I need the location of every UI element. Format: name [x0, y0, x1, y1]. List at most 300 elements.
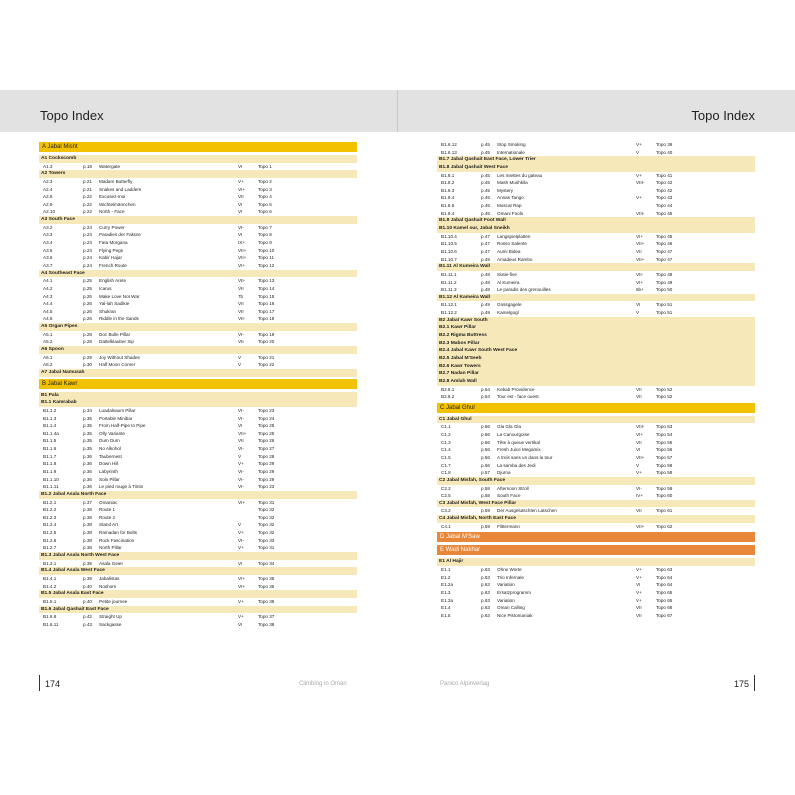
- route-row: [39, 514, 357, 522]
- route-id: C1.5: [441, 454, 451, 460]
- subsection-header: B2.3 Mabos Pillar: [437, 340, 755, 348]
- route-id: B1.2.6: [43, 537, 57, 543]
- route-grade: 7b: [238, 293, 244, 299]
- route-topo: Topo 23: [258, 484, 275, 490]
- route-id: C1.4: [441, 447, 451, 453]
- subsection-header: B2.5 Jabal M'Seeb: [437, 355, 755, 363]
- route-grade: V+: [636, 195, 642, 201]
- route-row: [437, 286, 755, 294]
- route-row: [39, 293, 357, 301]
- route-topo: Topo 11: [258, 255, 275, 261]
- route-page: p.47: [481, 241, 490, 247]
- route-name: Joy Without Shades: [99, 354, 140, 360]
- route-name: Der Ausgelutschten Latschen: [497, 508, 557, 514]
- route-topo: Topo 22: [258, 362, 275, 368]
- route-row: [437, 210, 755, 218]
- route-page: p.24: [83, 262, 92, 268]
- route-grade: V+: [238, 598, 244, 604]
- right-page-number: 175: [734, 679, 750, 689]
- route-id: C2.2: [441, 485, 451, 491]
- route-page: p.38: [83, 537, 92, 543]
- route-topo: Topo 16: [258, 301, 275, 307]
- route-grade: V: [636, 149, 640, 155]
- route-name: Al Kumeira: [497, 279, 520, 285]
- route-row: [39, 499, 357, 507]
- route-grade: VII: [238, 301, 244, 307]
- route-row: [39, 308, 357, 316]
- route-grade: VII: [636, 605, 642, 611]
- route-topo: Topo 67: [656, 612, 673, 618]
- route-grade: VII: [636, 394, 642, 400]
- route-page: p.57: [481, 470, 490, 476]
- route-page: p.38: [83, 530, 92, 536]
- route-row: [39, 415, 357, 423]
- route-row: [39, 239, 357, 247]
- route-name: Yal-lah Sadikie: [99, 301, 130, 307]
- route-name: Afternoon Stroll: [497, 485, 529, 491]
- route-topo: Topo 64: [656, 574, 673, 580]
- route-row: [39, 422, 357, 430]
- route-grade: VI: [238, 201, 243, 207]
- route-id: B1.2.2: [43, 507, 57, 513]
- route-grade: V: [636, 462, 640, 468]
- subsection-header: B1.12 Al Kameira Wall: [437, 294, 755, 302]
- route-page: p.58: [481, 493, 490, 499]
- route-name: Aumi Bidea: [497, 248, 521, 254]
- route-grade: VII-: [238, 316, 246, 322]
- route-id: E1.1: [441, 567, 451, 573]
- route-name: French Route: [99, 262, 127, 268]
- subsection-header: B1.11 Al Kumeira Wall: [437, 263, 755, 271]
- route-page: p.56: [481, 454, 490, 460]
- subsection-header: A5 Organ Pipes: [39, 323, 357, 331]
- route-grade: VI: [238, 423, 243, 429]
- route-grade: V: [238, 354, 242, 360]
- route-topo: Topo 52: [656, 394, 673, 400]
- route-id: B1.8.4: [441, 195, 455, 201]
- route-id: B1.10.4: [441, 233, 457, 239]
- route-name: La Canourgoise: [497, 432, 530, 438]
- route-id: C1.8: [441, 470, 451, 476]
- subsection-header: A7 Jabal Namusah: [39, 369, 357, 377]
- route-id: A4.6: [43, 316, 53, 322]
- route-name: Paradies der Faküre: [99, 232, 141, 238]
- route-grade: VII: [238, 308, 244, 314]
- route-id: B1.10.5: [441, 241, 457, 247]
- route-id: C2.5: [441, 493, 451, 499]
- route-grade: VI: [238, 560, 243, 566]
- route-topo: Topo 65: [656, 589, 673, 595]
- route-grade: V+: [238, 545, 244, 551]
- route-row: [39, 178, 357, 186]
- route-topo: Topo 42: [656, 187, 673, 193]
- route-name: Straight Up: [99, 614, 122, 620]
- route-grade: V: [636, 310, 640, 316]
- route-id: B1.6.12: [441, 142, 457, 147]
- route-row: [39, 277, 357, 285]
- route-grade: VII: [238, 285, 244, 291]
- route-topo: Topo 10: [258, 247, 275, 253]
- route-name: Petite journee: [99, 598, 128, 604]
- route-grade: 6b+: [636, 287, 644, 293]
- route-name: Wichtelmännchen: [99, 201, 136, 207]
- route-name: Variation: [497, 582, 515, 588]
- route-id: B1.1.7: [43, 453, 57, 459]
- route-id: A3.4: [43, 240, 53, 246]
- route-name: Stand Art: [99, 522, 118, 528]
- route-id: B1.1.4: [43, 423, 57, 429]
- route-grade: VI: [636, 302, 641, 308]
- route-grade: VIII-: [636, 424, 645, 430]
- route-id: B1.8.5: [441, 203, 455, 209]
- route-page: p.24: [83, 224, 92, 230]
- route-topo: Topo 33: [258, 537, 275, 543]
- route-id: B1.3.1: [43, 560, 57, 566]
- route-row: [39, 338, 357, 346]
- route-page: p.24: [83, 247, 92, 253]
- route-id: C1.7: [441, 462, 451, 468]
- subsection-header: B1.1 Kamrabab: [39, 399, 357, 407]
- route-page: p.35: [83, 415, 92, 421]
- route-row: [437, 233, 755, 241]
- route-grade: V+: [636, 172, 642, 178]
- route-id: A3.7: [43, 262, 53, 268]
- route-grade: VII: [238, 438, 244, 444]
- route-page: p.63: [481, 567, 490, 573]
- route-grade: VI-: [238, 446, 244, 452]
- route-page: p.34: [83, 407, 92, 413]
- route-grade: VII+: [636, 523, 645, 529]
- route-name: Sixtie-five: [497, 271, 517, 277]
- section-header: E Wadi Nakhar: [437, 545, 755, 555]
- route-id: B1.12.2: [441, 310, 457, 316]
- route-row: [437, 574, 755, 582]
- route-row: [39, 575, 357, 583]
- route-id: B1.2.7: [43, 545, 57, 551]
- route-topo: Topo 17: [258, 308, 275, 314]
- route-row: [437, 172, 755, 180]
- route-id: B1.6.11: [43, 621, 59, 627]
- route-row: [39, 193, 357, 201]
- route-id: E1.4: [441, 605, 451, 611]
- route-row: [437, 597, 755, 605]
- route-page: p.49: [481, 302, 490, 308]
- route-id: B1.8.2: [441, 180, 455, 186]
- route-name: Half Moon Corner: [99, 362, 136, 368]
- route-name: Trio Infernale: [497, 574, 524, 580]
- route-name: No Alkohol: [99, 446, 121, 452]
- route-grade: VII+: [636, 256, 645, 262]
- route-name: Labyrinth: [99, 468, 118, 474]
- route-topo: Topo 37: [258, 614, 275, 620]
- right-page-title: Topo Index: [691, 108, 755, 123]
- route-id: B1.4.2: [43, 583, 57, 589]
- route-grade: VII-: [238, 278, 246, 284]
- route-topo: Topo 53: [656, 424, 673, 430]
- left-page-number: 174: [45, 679, 61, 689]
- route-grade: V: [238, 522, 242, 528]
- route-topo: Topo 42: [656, 180, 673, 186]
- route-name: Internationale: [497, 149, 525, 155]
- route-name: Kabir Hajar: [99, 255, 122, 261]
- route-topo: Topo 20: [258, 339, 275, 345]
- route-row: [39, 460, 357, 468]
- route-row: [39, 437, 357, 445]
- subsection-header: B2.7 Nadan Pillar: [437, 370, 755, 378]
- route-page: p.56: [481, 462, 490, 468]
- route-page: p.43: [83, 621, 92, 627]
- route-name: Les miettes du gateau: [497, 172, 543, 178]
- route-topo: Topo 21: [258, 354, 275, 360]
- route-row: [39, 468, 357, 476]
- route-row: [39, 453, 357, 461]
- route-topo: Topo 23: [258, 407, 275, 413]
- subsection-header: B1.5 Jabal Asala East Face: [39, 590, 357, 598]
- route-id: B1.1.10: [43, 476, 59, 482]
- route-topo: Topo 32: [258, 507, 275, 513]
- route-page: p.25: [83, 285, 92, 291]
- route-page: p.22: [83, 194, 92, 200]
- route-name: Langspielplatten: [497, 233, 531, 239]
- route-grade: VI-: [238, 407, 244, 413]
- route-page: p.28: [83, 339, 92, 345]
- route-name: Luadalsaum Pillar: [99, 407, 136, 413]
- route-name: Omaniac: [99, 499, 118, 505]
- route-topo: Topo 63: [656, 567, 673, 573]
- route-page: p.35: [83, 446, 92, 452]
- route-grade: V+: [238, 530, 244, 536]
- subsection-header: B1.2 Jabal Asala North Face: [39, 491, 357, 499]
- route-row: [39, 231, 357, 239]
- section-header: D Jabal M'Saw: [437, 532, 755, 542]
- route-page: p.38: [83, 514, 92, 520]
- route-row: [437, 423, 755, 431]
- right-footer-rule: [754, 675, 755, 691]
- route-name: Annas Tango: [497, 195, 524, 201]
- route-id: B1.1.8: [43, 461, 57, 467]
- route-id: C1.1: [441, 424, 451, 430]
- section-header: C Jabal Ghul: [437, 403, 755, 413]
- route-row: [437, 301, 755, 309]
- route-page: p.36: [83, 484, 92, 490]
- subsection-header: A1 Cockscomb: [39, 155, 357, 163]
- section-header: B Jabal Kawr: [39, 379, 357, 389]
- route-topo: Topo 31: [258, 499, 275, 505]
- route-grade: VI+: [238, 499, 246, 505]
- route-id: A2.10: [43, 209, 56, 215]
- route-row: [437, 393, 755, 401]
- route-id: B1.12.1: [441, 302, 457, 308]
- route-grade: VII: [636, 386, 642, 392]
- route-name: North Pillar: [99, 545, 122, 551]
- route-row: [39, 224, 357, 232]
- route-id: B1.10.7: [441, 256, 457, 262]
- route-id: A3.2: [43, 224, 53, 230]
- route-row: [437, 446, 755, 454]
- route-page: p.25: [83, 278, 92, 284]
- route-name: Rock Fascination: [99, 537, 135, 543]
- route-grade: V+: [238, 178, 244, 184]
- route-topo: Topo 64: [656, 582, 673, 588]
- route-name: Riddle in the Sands: [99, 316, 139, 322]
- route-id: E1.2a: [441, 582, 454, 588]
- route-topo: Topo 35: [258, 575, 275, 581]
- route-row: [437, 309, 755, 317]
- route-grade: VI+: [238, 583, 246, 589]
- route-page: p.63: [481, 574, 490, 580]
- route-id: E1.2: [441, 574, 451, 580]
- route-row: [39, 186, 357, 194]
- route-topo: Topo 57: [656, 454, 673, 460]
- route-row: [39, 476, 357, 484]
- route-row: [437, 202, 755, 210]
- subsection-header: B1.6 Jabal Qashait East Face: [39, 606, 357, 614]
- route-id: A6.1: [43, 354, 53, 360]
- route-id: B1.10.6: [441, 248, 457, 254]
- route-page: p.63: [481, 589, 490, 595]
- route-grade: VI: [238, 163, 243, 169]
- route-grade: VII+: [238, 247, 247, 253]
- route-grade: VII+: [238, 255, 247, 261]
- route-row: [437, 279, 755, 287]
- route-name: Jabalistas: [99, 575, 120, 581]
- route-topo: Topo 2: [258, 178, 272, 184]
- route-id: A4.4: [43, 301, 53, 307]
- route-topo: Topo 29: [258, 461, 275, 467]
- route-page: p.29: [83, 354, 92, 360]
- route-topo: Topo 61: [656, 508, 673, 514]
- route-name: Kamelgogl: [497, 310, 519, 316]
- route-grade: VII: [636, 439, 642, 445]
- route-topo: Topo 52: [656, 386, 673, 392]
- route-page: p.21: [83, 186, 92, 192]
- route-page: p.49: [481, 310, 490, 316]
- route-page: p.36: [83, 453, 92, 459]
- route-grade: VII: [636, 248, 642, 254]
- route-name: Excusez-moi: [99, 194, 126, 200]
- route-row: [39, 285, 357, 293]
- route-topo: Topo 51: [656, 310, 673, 316]
- route-id: C1.2: [441, 432, 451, 438]
- route-topo: Topo 54: [656, 432, 673, 438]
- route-topo: Topo 45: [656, 233, 673, 239]
- route-grade: VI+: [636, 432, 644, 438]
- subsection-header: B2.8 Amlah Wall: [437, 378, 755, 386]
- route-grade: V+: [238, 461, 244, 467]
- subsection-header: B1.3 Jabal Asala North West Face: [39, 552, 357, 560]
- route-row: [39, 407, 357, 415]
- route-id: B1.11.2: [441, 279, 457, 285]
- route-name: Icarus: [99, 285, 112, 291]
- route-name: Ersatzprogramm: [497, 589, 531, 595]
- route-grade: V: [238, 362, 242, 368]
- route-page: p.38: [83, 507, 92, 513]
- route-page: p.35: [83, 438, 92, 444]
- route-grade: VI+: [636, 279, 644, 285]
- route-name: From Half-Pipe to Pipe: [99, 423, 146, 429]
- subsection-header: B1.10 Kamel our, Jabal Sneikh: [437, 225, 755, 233]
- book-spine: [397, 90, 398, 132]
- route-name: Ohne Worte: [497, 567, 522, 573]
- route-name: Route 1: [99, 507, 116, 513]
- route-page: p.42: [83, 614, 92, 620]
- route-page: p.30: [83, 362, 92, 368]
- route-page: p.47: [481, 233, 490, 239]
- route-row: [39, 361, 357, 369]
- route-name: Olly Variante: [99, 430, 125, 436]
- route-page: p.21: [83, 178, 92, 184]
- route-page: p.22: [83, 209, 92, 215]
- route-row: [39, 598, 357, 606]
- route-topo: Topo 44: [656, 203, 673, 209]
- route-id: B1.4.1: [43, 575, 57, 581]
- route-grade: VII: [636, 612, 642, 618]
- route-row: [39, 300, 357, 308]
- route-topo: Topo 58: [656, 462, 673, 468]
- route-id: B1.11.3: [441, 287, 457, 293]
- route-page: p.39: [83, 575, 92, 581]
- route-id: B1.8.1: [441, 172, 455, 178]
- route-name: South Face: [497, 493, 521, 499]
- route-id: B1.2.5: [43, 530, 57, 536]
- route-topo: Topo 59: [656, 485, 673, 491]
- route-grade: VII: [636, 508, 642, 514]
- route-page: p.54: [481, 386, 490, 392]
- route-page: p.47: [481, 248, 490, 254]
- subsection-header: B1 Pala: [39, 392, 357, 400]
- route-name: Doc Bulle Pillar: [99, 331, 131, 337]
- route-topo: Topo 18: [258, 316, 275, 322]
- route-id: E1.3: [441, 589, 451, 595]
- route-grade: VI-: [238, 468, 244, 474]
- route-id: A4.5: [43, 308, 53, 314]
- route-page: p.63: [481, 605, 490, 611]
- route-name: Watergate: [99, 163, 121, 169]
- subsection-header: A2 Towers: [39, 170, 357, 178]
- route-id: B1.1.3: [43, 415, 57, 421]
- route-id: B1.1.9: [43, 468, 57, 474]
- route-topo: Topo 24: [258, 415, 275, 421]
- route-id: A3.6: [43, 255, 53, 261]
- route-name: Le paradis des grenouilles: [497, 287, 551, 293]
- route-grade: V: [238, 453, 242, 459]
- route-page: p.56: [481, 424, 490, 430]
- route-page: p.59: [481, 508, 490, 514]
- route-topo: Topo 32: [258, 522, 275, 528]
- route-topo: Topo 56: [656, 447, 673, 453]
- route-grade: VI: [238, 232, 243, 238]
- route-name: Tour est - face ouest: [497, 394, 539, 400]
- route-id: A5.2: [43, 339, 53, 345]
- route-row: [39, 445, 357, 453]
- route-row: [437, 507, 755, 515]
- route-id: B1.1.6: [43, 446, 57, 452]
- route-name: Omani Fools: [497, 210, 524, 216]
- route-name: Noshorn: [99, 583, 117, 589]
- route-name: Asala Geier: [99, 560, 124, 566]
- subsection-header: E1 Al Hajir: [437, 558, 755, 566]
- route-page: p.26: [83, 308, 92, 314]
- route-grade: VII+: [636, 241, 645, 247]
- route-id: A4.2: [43, 285, 53, 291]
- route-name: Amadeus Rambo: [497, 256, 533, 262]
- route-grade: V+: [636, 597, 642, 603]
- route-topo: Topo 29: [258, 468, 275, 474]
- route-grade: VI+: [238, 186, 246, 192]
- route-name: Portable Minibar: [99, 415, 133, 421]
- route-name: Curry Power: [99, 224, 125, 230]
- route-page: p.36: [83, 461, 92, 467]
